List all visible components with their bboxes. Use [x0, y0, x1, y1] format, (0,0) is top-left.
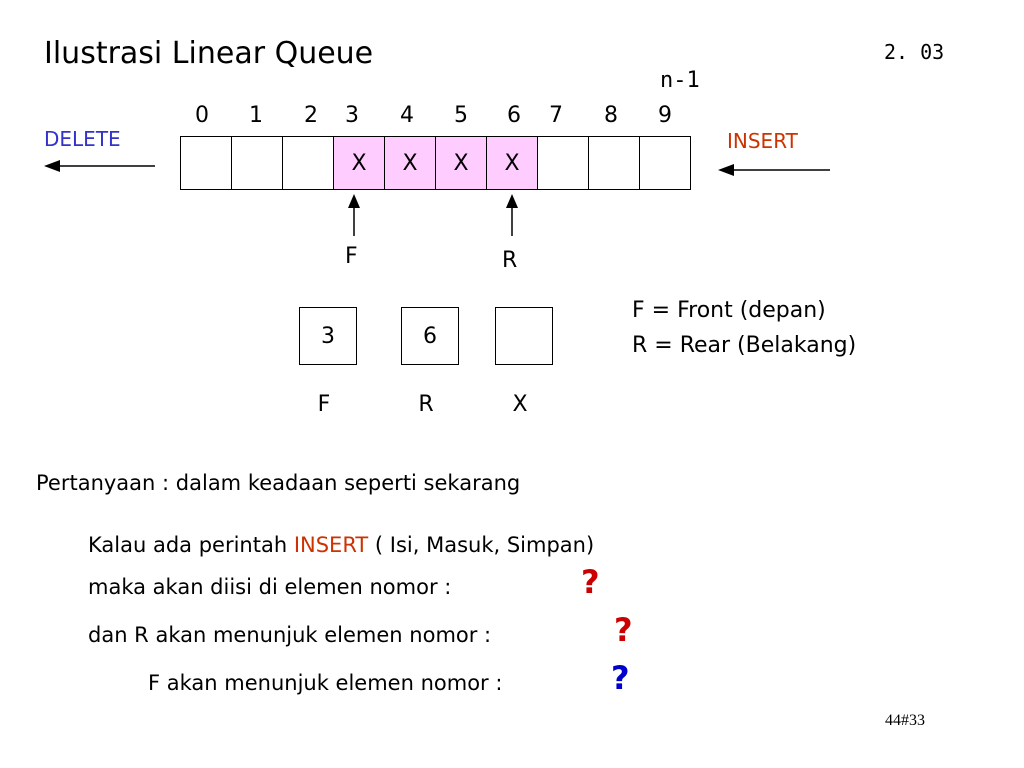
- insert-arrow: [718, 164, 830, 176]
- front-variable-label: F: [317, 392, 331, 417]
- question-line3-text: dan R akan menunjuk elemen nomor :: [88, 623, 492, 647]
- queue-cell-4: X: [385, 136, 436, 190]
- delete-arrow: [44, 160, 155, 172]
- legend-rear: R = Rear (Belakang): [632, 333, 857, 358]
- question-line-element: [88, 575, 451, 599]
- index-label-7: 7: [549, 103, 563, 128]
- question-line-rear: [88, 623, 491, 647]
- index-label-8: 8: [604, 103, 618, 128]
- delete-label: DELETE: [44, 127, 121, 151]
- question-intro: Pertanyaan : dalam keadaan seperti sekarang: [36, 471, 521, 495]
- x-variable-label: X: [512, 392, 528, 417]
- rear-pointer-label: R: [502, 248, 518, 273]
- legend-front: F = Front (depan): [632, 298, 826, 323]
- index-label-5: 5: [454, 103, 468, 128]
- slide-title: Ilustrasi Linear Queue: [44, 36, 374, 71]
- front-pointer-arrow: [348, 194, 360, 236]
- x-value-box: [495, 307, 553, 365]
- slide-number: 2. 03: [884, 40, 945, 64]
- index-label-3: 3: [345, 103, 359, 128]
- index-label-1: 1: [249, 103, 263, 128]
- question-line1-suffix: ( Isi, Masuk, Simpan): [368, 533, 595, 557]
- page-number: 44#33: [885, 712, 925, 729]
- rear-pointer-arrow: [506, 194, 518, 236]
- front-value-box: 3: [299, 307, 357, 365]
- question-mark-3: ?: [611, 659, 630, 697]
- front-pointer-label: F: [345, 244, 358, 269]
- index-label-2: 2: [304, 103, 318, 128]
- queue-cell-5: X: [436, 136, 487, 190]
- index-label-6: 6: [507, 103, 521, 128]
- queue-cell-3: X: [334, 136, 385, 190]
- index-label-9: 9: [658, 103, 672, 128]
- question-line4-text: F akan menunjuk elemen nomor :: [148, 671, 503, 695]
- rear-value-box: 6: [401, 307, 459, 365]
- insert-label: INSERT: [727, 129, 798, 153]
- question-line2-text: maka akan diisi di elemen nomor :: [88, 575, 452, 599]
- question-mark-2: ?: [614, 611, 633, 649]
- question-mark-1: ?: [581, 563, 600, 601]
- question-line-front: [148, 671, 502, 695]
- index-label-0: 0: [195, 103, 209, 128]
- question-line1-prefix: Kalau ada perintah: [88, 533, 294, 557]
- upper-bound-label: n-1: [660, 68, 700, 93]
- question-line-insert: [88, 533, 594, 557]
- queue-cell-6: X: [487, 136, 538, 190]
- index-label-4: 4: [400, 103, 414, 128]
- insert-keyword: INSERT: [293, 533, 369, 557]
- rear-variable-label: R: [418, 392, 434, 417]
